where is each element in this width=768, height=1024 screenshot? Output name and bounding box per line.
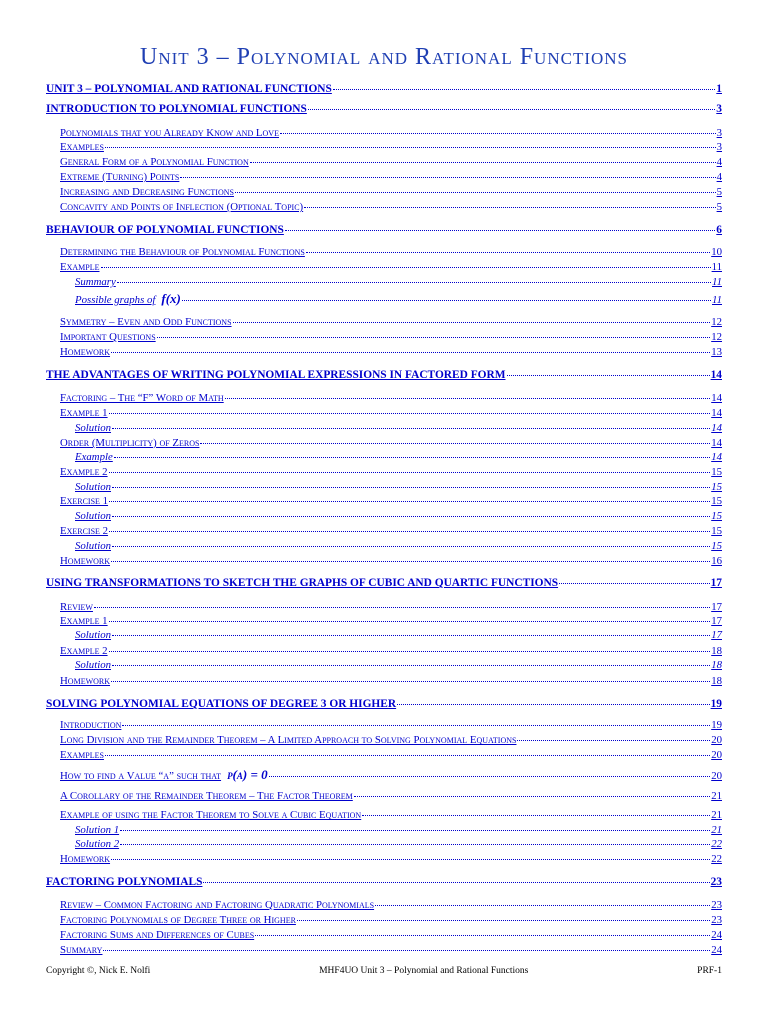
toc-entry[interactable] xyxy=(46,838,722,850)
toc-entry[interactable] xyxy=(46,246,722,258)
toc-entry[interactable] xyxy=(46,645,722,657)
toc-entry-page-number: 17 xyxy=(710,577,722,589)
toc-entry-label: Homework xyxy=(60,675,111,687)
toc-entry[interactable] xyxy=(46,698,722,710)
toc-entry-label: Examples xyxy=(60,749,104,761)
toc-entry-page-number: 22 xyxy=(711,838,722,850)
toc-leader-dots xyxy=(103,943,710,951)
toc-leader-dots xyxy=(109,644,711,652)
toc-entry-label: Examples xyxy=(60,141,104,153)
toc-entry[interactable] xyxy=(46,422,722,434)
toc-entry-label: Solution 1 xyxy=(75,824,120,836)
toc-entry-page-number: 3 xyxy=(716,103,722,115)
toc-entry[interactable] xyxy=(46,407,722,419)
toc-entry[interactable] xyxy=(46,103,722,115)
toc-entry-page-number: 5 xyxy=(716,201,722,213)
toc-entry[interactable] xyxy=(46,555,722,567)
toc-entry-math: f(x) xyxy=(161,291,181,306)
toc-entry-label: SOLVING POLYNOMIAL EQUATIONS OF DEGREE 3 OR HIGHER xyxy=(46,698,397,710)
toc-leader-dots xyxy=(517,733,710,741)
toc-entry-label: USING TRANSFORMATIONS TO SKETCH THE GRAPHS OF CUBIC AND QUARTIC FUNCTIONS xyxy=(46,577,559,589)
toc-entry[interactable] xyxy=(46,876,722,888)
toc-entry-label: General Form of a Polynomial Function xyxy=(60,156,249,168)
toc-entry-page-number: 11 xyxy=(712,294,722,306)
toc-entry[interactable] xyxy=(46,659,722,671)
toc-entry-page-number: 23 xyxy=(711,899,722,911)
toc-entry-page-number: 23 xyxy=(711,914,722,926)
toc-leader-dots xyxy=(109,406,711,414)
toc-entry-page-number: 15 xyxy=(711,466,722,478)
toc-entry-label: Solution xyxy=(75,659,111,671)
toc-leader-dots xyxy=(200,436,710,444)
toc-entry-label: Example 1 xyxy=(60,407,108,419)
toc-entry[interactable] xyxy=(46,261,722,273)
toc-entry-page-number: 24 xyxy=(711,929,722,941)
toc-leader-dots xyxy=(120,823,710,831)
toc-entry[interactable] xyxy=(46,466,722,478)
toc-entry[interactable] xyxy=(46,853,722,865)
page-footer xyxy=(46,966,722,976)
toc-entry-page-number: 12 xyxy=(711,316,722,328)
toc-leader-dots xyxy=(105,140,716,148)
toc-leader-dots xyxy=(362,808,710,816)
toc-leader-dots xyxy=(285,222,715,231)
toc-leader-dots xyxy=(112,658,710,666)
toc-entry-label: Concavity and Points of Inflection (Optional Topic) xyxy=(60,201,304,213)
toc-leader-dots xyxy=(111,674,710,682)
toc-entry-page-number: 21 xyxy=(711,809,722,821)
toc-entry-label: Solution 2 xyxy=(75,838,120,850)
toc-entry-label: Solution xyxy=(75,481,111,493)
toc-entry[interactable] xyxy=(46,171,722,183)
toc-leader-dots xyxy=(117,275,711,283)
toc-entry-page-number: 20 xyxy=(711,770,722,782)
toc-leader-dots xyxy=(233,315,711,323)
toc-entry[interactable] xyxy=(46,929,722,941)
toc-entry[interactable] xyxy=(46,186,722,198)
toc-entry[interactable] xyxy=(46,291,722,307)
toc-entry-label: Factoring Polynomials of Degree Three or Higher xyxy=(60,914,296,926)
toc-leader-dots xyxy=(112,539,710,547)
toc-entry-page-number: 17 xyxy=(711,629,722,641)
toc-leader-dots xyxy=(354,789,710,797)
toc-leader-dots xyxy=(250,155,716,163)
toc-entry[interactable] xyxy=(46,156,722,168)
toc-entry[interactable] xyxy=(46,790,722,802)
toc-entry[interactable] xyxy=(46,437,722,449)
toc-leader-dots xyxy=(225,391,710,399)
toc-entry[interactable] xyxy=(46,914,722,926)
toc-entry[interactable] xyxy=(46,767,722,783)
toc-entry-label: Important Questions xyxy=(60,331,156,343)
toc-entry-page-number: 15 xyxy=(711,481,722,493)
toc-leader-dots xyxy=(269,769,711,777)
toc-leader-dots xyxy=(507,367,710,376)
toc-entry[interactable] xyxy=(46,127,722,139)
toc-leader-dots xyxy=(182,293,711,301)
toc-entry-label: Exercise 2 xyxy=(60,525,109,537)
toc-entry-label: Review xyxy=(60,601,93,613)
toc-entry[interactable] xyxy=(46,346,722,358)
toc-entry-label: Extreme (Turning) Points xyxy=(60,171,180,183)
toc-entry-label: Solution xyxy=(75,422,111,434)
toc-entry-label: Example of using the Factor Theorem to Solve a Cubic Equation xyxy=(60,809,362,821)
toc-entry-page-number: 5 xyxy=(716,186,722,198)
toc-entry-label: Order (Multiplicity) of Zeros xyxy=(60,437,200,449)
toc-entry[interactable] xyxy=(46,451,722,463)
toc-entry-page-number: 14 xyxy=(711,392,722,404)
toc-entry-page-number: 20 xyxy=(711,749,722,761)
toc-entry-label: Example xyxy=(60,261,100,273)
toc-entry-page-number: 4 xyxy=(716,171,722,183)
toc-entry-label: Long Division and the Remainder Theorem – A Limited Approach to Solving Polynomial Equations xyxy=(60,734,517,746)
toc-entry-label: Summary xyxy=(75,276,116,288)
toc-leader-dots xyxy=(94,600,710,608)
toc-entry[interactable] xyxy=(46,734,722,746)
toc-entry-page-number: 1 xyxy=(716,83,722,95)
toc-leader-dots xyxy=(235,185,716,193)
toc-entry-page-number: 18 xyxy=(711,645,722,657)
toc-entry-page-number: 19 xyxy=(710,698,722,710)
toc-entry-page-number: 21 xyxy=(711,790,722,802)
toc-entry[interactable] xyxy=(46,392,722,404)
toc-entry-label: A Corollary of the Remainder Theorem – The Factor Theorem xyxy=(60,790,353,802)
toc-leader-dots xyxy=(109,465,711,473)
toc-leader-dots xyxy=(203,874,709,883)
toc-entry-label: Determining the Behaviour of Polynomial Functions xyxy=(60,246,305,258)
toc-leader-dots xyxy=(308,101,715,110)
toc-entry[interactable] xyxy=(46,944,722,956)
toc-entry-page-number: 10 xyxy=(711,246,722,258)
toc-entry-label: FACTORING POLYNOMIALS xyxy=(46,876,203,888)
toc-leader-dots xyxy=(109,614,711,622)
toc-entry[interactable] xyxy=(46,824,722,836)
toc-entry-page-number: 14 xyxy=(711,451,722,463)
toc-leader-dots xyxy=(559,575,710,584)
toc-entry[interactable] xyxy=(46,899,722,911)
toc-leader-dots xyxy=(180,170,715,178)
toc-entry-page-number: 15 xyxy=(711,510,722,522)
toc-entry-label: Symmetry – Even and Odd Functions xyxy=(60,316,232,328)
toc-entry[interactable] xyxy=(46,675,722,687)
toc-entry-page-number: 14 xyxy=(711,422,722,434)
toc-entry[interactable] xyxy=(46,749,722,761)
toc-leader-dots xyxy=(111,852,710,860)
toc-entry-page-number: 15 xyxy=(711,525,722,537)
toc-entry[interactable] xyxy=(46,141,722,153)
toc-entry-page-number: 18 xyxy=(711,659,722,671)
toc-leader-dots xyxy=(333,81,715,90)
toc-entry-page-number: 3 xyxy=(716,141,722,153)
toc-entry-page-number: 12 xyxy=(711,331,722,343)
toc-leader-dots xyxy=(111,554,710,562)
toc-entry-label: Solution xyxy=(75,629,111,641)
toc-entry-label: Polynomials that you Already Know and Love xyxy=(60,127,279,139)
toc-entry[interactable] xyxy=(46,369,722,381)
toc-entry-page-number: 14 xyxy=(711,407,722,419)
toc-leader-dots xyxy=(112,509,710,517)
toc-leader-dots xyxy=(304,200,715,208)
toc-entry[interactable] xyxy=(46,525,722,537)
toc-leader-dots xyxy=(109,524,710,532)
toc-entry-label: Factoring Sums and Differences of Cubes xyxy=(60,929,255,941)
toc-entry[interactable] xyxy=(46,540,722,552)
toc-leader-dots xyxy=(109,494,710,502)
toc-entry-page-number: 22 xyxy=(711,853,722,865)
toc-entry-page-number: 14 xyxy=(711,437,722,449)
toc-entry-label: Example 2 xyxy=(60,645,108,657)
toc-leader-dots xyxy=(112,480,710,488)
toc-entry-label: UNIT 3 – POLYNOMIAL AND RATIONAL FUNCTIONS xyxy=(46,83,332,95)
toc-entry[interactable] xyxy=(46,629,722,641)
toc-entry-page-number: 13 xyxy=(711,346,722,358)
toc-entry-page-number: 6 xyxy=(716,224,722,236)
toc-entry[interactable] xyxy=(46,809,722,821)
toc-leader-dots xyxy=(375,898,710,906)
toc-entry-page-number: 15 xyxy=(711,495,722,507)
toc-entry[interactable] xyxy=(46,615,722,627)
toc-entry-label: BEHAVIOUR OF POLYNOMIAL FUNCTIONS xyxy=(46,224,284,236)
toc-entry-label: Exercise 1 xyxy=(60,495,109,507)
toc-entry-label: Possible graphs of xyxy=(75,294,156,306)
toc-leader-dots xyxy=(114,450,710,458)
toc-entry[interactable] xyxy=(46,201,722,213)
toc-entry-page-number: 24 xyxy=(711,944,722,956)
toc-entry[interactable] xyxy=(46,224,722,236)
toc-entry-page-number: 20 xyxy=(711,734,722,746)
toc-entry[interactable] xyxy=(46,331,722,343)
toc-entry-page-number: 18 xyxy=(711,675,722,687)
toc-entry-label: Homework xyxy=(60,555,111,567)
toc-entry[interactable] xyxy=(46,495,722,507)
toc-entry-page-number: 16 xyxy=(711,555,722,567)
toc-entry-label: How to find a Value “a” such that xyxy=(60,770,222,782)
toc-entry-page-number: 17 xyxy=(711,601,722,613)
toc-entry-label: Summary xyxy=(60,944,103,956)
toc-entry[interactable] xyxy=(46,601,722,613)
toc-leader-dots xyxy=(112,421,710,429)
toc-leader-dots xyxy=(255,928,710,936)
toc-entry[interactable] xyxy=(46,719,722,731)
toc-leader-dots xyxy=(306,245,710,253)
toc-entry-page-number: 14 xyxy=(710,369,722,381)
toc-entry[interactable] xyxy=(46,577,722,589)
toc-leader-dots xyxy=(397,696,709,705)
toc-leader-dots xyxy=(157,330,711,338)
footer-page-number: PRF-1 xyxy=(697,966,722,976)
toc-entry-label: Increasing and Decreasing Functions xyxy=(60,186,234,198)
toc-entry-label: Introduction xyxy=(60,719,122,731)
toc-entry-label: Review – Common Factoring and Factoring Quadratic Polynomials xyxy=(60,899,375,911)
toc-entry-page-number: 15 xyxy=(711,540,722,552)
toc-entry-page-number: 17 xyxy=(711,615,722,627)
toc-entry[interactable] xyxy=(46,510,722,522)
toc-leader-dots xyxy=(280,126,716,134)
toc-entry-label: Example 1 xyxy=(60,615,108,627)
toc-entry-label: INTRODUCTION TO POLYNOMIAL FUNCTIONS xyxy=(46,103,307,115)
footer-course-title: MHF4UO Unit 3 – Polynomial and Rational Functions xyxy=(319,966,529,976)
toc-entry-label: Solution xyxy=(75,510,111,522)
toc-entry-label: Example xyxy=(75,451,113,463)
toc-leader-dots xyxy=(120,837,710,845)
toc-leader-dots xyxy=(122,718,710,726)
toc-entry-page-number: 11 xyxy=(711,261,722,273)
toc-entry[interactable] xyxy=(46,83,722,95)
toc-leader-dots xyxy=(101,260,711,268)
toc-entry-page-number: 23 xyxy=(710,876,722,888)
toc-entry-label: Example 2 xyxy=(60,466,108,478)
toc-entry-page-number: 11 xyxy=(712,276,722,288)
toc-entry-math: p(a) = 0 xyxy=(227,767,268,782)
toc-entry-label: THE ADVANTAGES OF WRITING POLYNOMIAL EXPRESSIONS IN FACTORED FORM xyxy=(46,369,506,381)
toc-entry-page-number: 3 xyxy=(716,127,722,139)
toc-entry-page-number: 19 xyxy=(711,719,722,731)
document-title: Unit 3 – Polynomial and Rational Functions xyxy=(139,44,628,70)
toc-entry-label: Factoring – The “F” Word of Math xyxy=(60,392,224,404)
footer-copyright: Copyright ©, Nick E. Nolfi xyxy=(46,966,151,976)
toc-entry[interactable] xyxy=(46,316,722,328)
toc-entry-label: Homework xyxy=(60,346,111,358)
toc-entry[interactable] xyxy=(46,481,722,493)
toc-leader-dots xyxy=(111,345,710,353)
toc-leader-dots xyxy=(297,913,710,921)
toc-entry-label: Solution xyxy=(75,540,111,552)
toc-entry-page-number: 21 xyxy=(711,824,722,836)
toc-leader-dots xyxy=(112,628,710,636)
toc-entry-label: Homework xyxy=(60,853,111,865)
toc-entry[interactable] xyxy=(46,276,722,288)
toc-leader-dots xyxy=(105,748,710,756)
toc-entry-page-number: 4 xyxy=(716,156,722,168)
